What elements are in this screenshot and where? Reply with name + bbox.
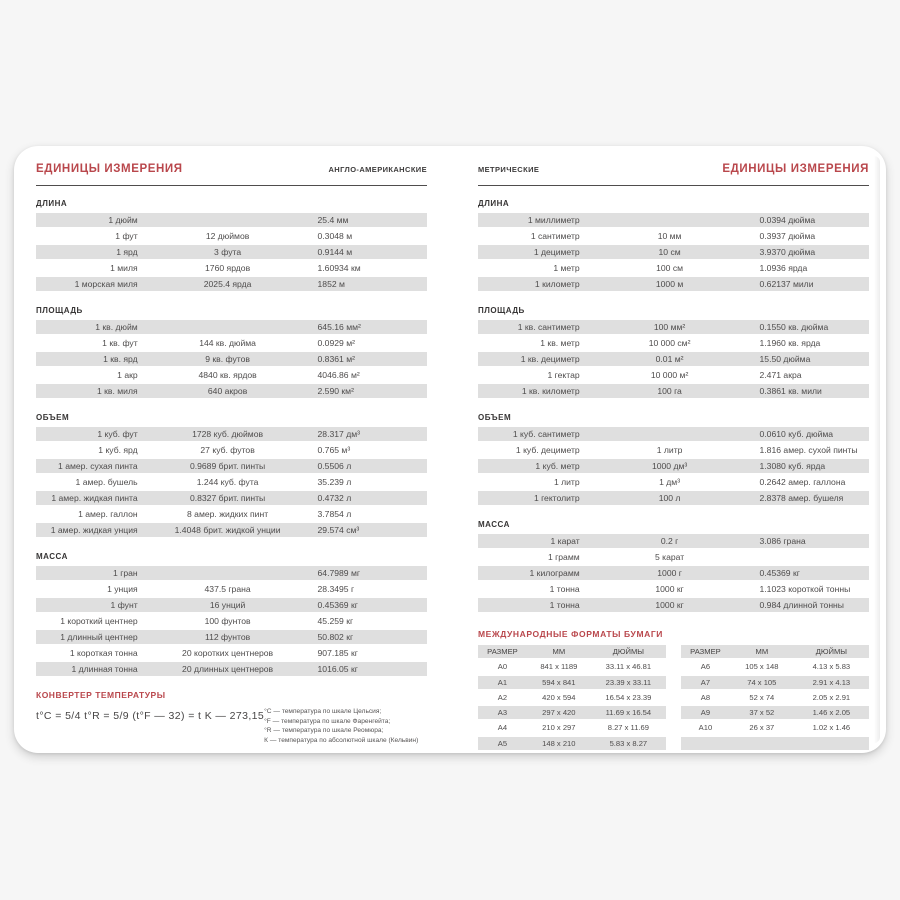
cell-size: A2	[497, 692, 508, 702]
row-equivalent: 20 длинных центнеров	[182, 664, 274, 674]
row-equivalent: 0.8327 брит. пинты	[189, 493, 266, 503]
row-equivalent: 10 см	[658, 247, 681, 257]
row-unit: 1 фунт	[110, 600, 138, 610]
row-equivalent: 1000 кг	[655, 600, 684, 610]
conversion-table	[36, 320, 427, 400]
table-row	[36, 582, 427, 596]
table-row	[478, 384, 869, 398]
row-value: 35.239 л	[317, 477, 352, 487]
row-unit: 1 ярд	[116, 247, 138, 257]
row-value: 0.0929 м²	[317, 338, 355, 348]
table-row	[36, 320, 427, 334]
cell-size: A6	[700, 662, 711, 672]
paper-table-row	[478, 721, 666, 734]
paper-table-row	[478, 737, 666, 750]
row-unit: 1 километр	[534, 279, 580, 289]
row-equivalent: 2025.4 ярда	[203, 279, 252, 289]
row-value: 1.1960 кв. ярда	[759, 338, 821, 348]
temperature-note: К — температура по абсолютной шкале (Кельвин)	[264, 736, 419, 744]
row-equivalent: 1 дм³	[659, 477, 681, 487]
corner-label: МЕТРИЧЕСКИЕ	[478, 165, 540, 174]
row-equivalent: 0.9689 брит. пинты	[189, 461, 266, 471]
row-equivalent: 100 см	[656, 263, 684, 273]
paper-table-header	[681, 645, 869, 658]
row-unit: 1 амер. жидкая унция	[50, 525, 138, 535]
row-value: 0.9144 м	[317, 247, 353, 257]
row-equivalent: 100 фунтов	[204, 616, 251, 626]
row-unit: 1 дюйм	[108, 215, 138, 225]
row-value: 0.0610 куб. дюйма	[759, 429, 834, 439]
table-row	[478, 427, 869, 441]
paper-formats-tables	[478, 645, 869, 752]
row-unit: 1 унция	[107, 584, 138, 594]
table-row	[36, 475, 427, 489]
row-equivalent: 100 л	[658, 493, 681, 503]
paper-table-row	[478, 660, 666, 673]
row-value: 1852 м	[317, 279, 345, 289]
section-label: ПЛОЩАДЬ	[478, 306, 525, 315]
row-unit: 1 кв. километр	[521, 386, 580, 396]
table-row	[478, 277, 869, 291]
paper-table-row	[681, 691, 869, 704]
cell-inches: 2.05 x 2.91	[812, 692, 851, 702]
row-value: 1.3080 куб. ярда	[759, 461, 826, 471]
row-equivalent: 100 га	[657, 386, 682, 396]
table-row	[478, 213, 869, 227]
cell-inches: 23.39 x 33.11	[605, 677, 652, 687]
table-row	[36, 384, 427, 398]
page-title: ЕДИНИЦЫ ИЗМЕРЕНИЯ	[36, 163, 183, 175]
conversion-table	[478, 320, 869, 400]
row-equivalent: 437.5 грана	[204, 584, 251, 594]
paper-table-row	[478, 706, 666, 719]
cell-inches: 33.11 x 46.81	[605, 662, 652, 672]
page-title: ЕДИНИЦЫ ИЗМЕРЕНИЯ	[722, 163, 869, 175]
cell-mm: 420 x 594	[542, 692, 576, 702]
row-value: 2.590 км²	[317, 386, 354, 396]
row-value: 1.0936 ярда	[759, 263, 808, 273]
row-unit: 1 амер. жидкая пинта	[51, 493, 138, 503]
temperature-converter	[36, 690, 427, 745]
table-row	[36, 630, 427, 644]
row-unit: 1 куб. фут	[97, 429, 138, 439]
paper-table-row	[681, 721, 869, 734]
row-equivalent: 1.4048 брит. жидкой унции	[174, 525, 281, 535]
row-equivalent: 8 амер. жидких пинт	[187, 509, 269, 519]
temperature-note: °F — температура по шкале Фаренгейта;	[264, 717, 391, 725]
table-row	[478, 352, 869, 366]
cell-inches: 1.02 x 1.46	[812, 723, 851, 733]
table-row	[478, 443, 869, 457]
temperature-converter-label: КОНВЕРТЕР ТЕМПЕРАТУРЫ	[36, 690, 166, 700]
table-row	[36, 352, 427, 366]
row-unit: 1 кв. метр	[540, 338, 580, 348]
row-equivalent: 112 фунтов	[204, 632, 251, 642]
section-label: ДЛИНА	[36, 199, 68, 208]
row-equivalent: 1728 куб. дюймов	[192, 429, 264, 439]
row-equivalent: 10 000 см²	[648, 338, 691, 348]
cell-mm: 52 x 74	[749, 692, 775, 702]
cell-size: A3	[497, 708, 508, 718]
cell-size: A10	[698, 723, 713, 733]
table-row	[478, 336, 869, 350]
header-inches: ДЮЙМЫ	[612, 647, 645, 656]
table-row	[36, 213, 427, 227]
table-row	[478, 459, 869, 473]
row-value: 50.802 кг	[317, 632, 354, 642]
table-row	[478, 245, 869, 259]
paper-table-row	[681, 660, 869, 673]
section-label: ОБЪЕМ	[478, 413, 512, 422]
row-unit: 1 длинная тонна	[71, 664, 138, 674]
row-value: 2.8378 амер. бушеля	[759, 493, 844, 503]
temperature-notes	[264, 707, 427, 745]
cell-inches: 11.69 x 16.54	[605, 708, 652, 718]
row-equivalent: 1000 м	[655, 279, 684, 289]
row-equivalent: 0.01 м²	[655, 354, 684, 364]
paper-table-header	[478, 645, 666, 658]
header-mm: ММ	[755, 647, 769, 656]
row-unit: 1 куб. ярд	[98, 445, 138, 455]
row-equivalent: 1000 кг	[655, 584, 684, 594]
cell-mm: 26 x 37	[749, 723, 775, 733]
cell-mm: 210 x 297	[542, 723, 576, 733]
cell-size: A8	[700, 692, 711, 702]
cell-mm: 297 x 420	[542, 708, 576, 718]
left-page-header	[36, 155, 427, 186]
row-value: 645.16 мм²	[317, 322, 361, 332]
paper-formats-label: МЕЖДУНАРОДНЫЕ ФОРМАТЫ БУМАГИ	[478, 629, 663, 639]
row-equivalent: 1.244 куб. фута	[196, 477, 259, 487]
row-unit: 1 литр	[553, 477, 580, 487]
cell-size: A9	[700, 708, 711, 718]
row-unit: 1 длинный центнер	[60, 632, 138, 642]
table-row	[36, 507, 427, 521]
diary-spread	[14, 146, 886, 753]
row-value: 3.9370 дюйма	[759, 247, 816, 257]
row-value: 0.4732 л	[317, 493, 352, 503]
conversion-table	[36, 213, 427, 293]
corner-label: АНГЛО-АМЕРИКАНСКИЕ	[328, 165, 427, 174]
row-value: 0.0394 дюйма	[759, 215, 816, 225]
row-value: 25.4 мм	[317, 215, 349, 225]
table-row	[478, 598, 869, 612]
row-equivalent: 640 акров	[207, 386, 248, 396]
table-row	[36, 614, 427, 628]
row-value: 3.086 грана	[759, 536, 806, 546]
left-page	[36, 155, 427, 753]
row-unit: 1 кв. сантиметр	[517, 322, 580, 332]
row-unit: 1 гран	[113, 568, 138, 578]
row-value: 0.1550 кв. дюйма	[759, 322, 829, 332]
row-value: 0.62137 мили	[759, 279, 814, 289]
cell-mm: 74 x 105	[747, 677, 777, 687]
table-row	[36, 566, 427, 580]
table-row	[36, 245, 427, 259]
row-unit: 1 дециметр	[533, 247, 580, 257]
row-value: 1016.05 кг	[317, 664, 358, 674]
row-unit: 1 кв. дюйм	[95, 322, 138, 332]
cell-size: A0	[497, 662, 508, 672]
row-unit: 1 амер. галлон	[78, 509, 138, 519]
row-value: 0.8361 м²	[317, 354, 355, 364]
row-unit: 1 гектар	[547, 370, 580, 380]
row-value: 0.984 длинной тонны	[759, 600, 844, 610]
cell-mm: 148 x 210	[542, 738, 576, 748]
cell-size: A5	[497, 738, 508, 748]
row-unit: 1 кв. ярд	[103, 354, 138, 364]
row-unit: 1 куб. сантиметр	[512, 429, 580, 439]
row-value: 29.574 см³	[317, 525, 360, 535]
row-value: 64.7989 мг	[317, 568, 361, 578]
row-unit: 1 карат	[550, 536, 580, 546]
section-label: ПЛОЩАДЬ	[36, 306, 83, 315]
row-equivalent: 100 мм²	[653, 322, 686, 332]
cell-inches: 1.46 x 2.05	[812, 708, 851, 718]
row-value: 1.1023 короткой тонны	[759, 584, 851, 594]
header-size: РАЗМЕР	[690, 647, 721, 656]
table-row	[478, 320, 869, 334]
paper-format-table	[681, 645, 869, 752]
row-equivalent: 144 кв. дюйма	[199, 338, 256, 348]
row-equivalent: 9 кв. футов	[205, 354, 250, 364]
row-unit: 1 тонна	[549, 600, 580, 610]
header-mm: ММ	[552, 647, 566, 656]
table-row	[36, 368, 427, 382]
row-unit: 1 куб. метр	[535, 461, 580, 471]
row-equivalent: 3 фута	[214, 247, 242, 257]
table-row	[478, 491, 869, 505]
row-equivalent: 27 куб. футов	[200, 445, 255, 455]
paper-table-row	[478, 676, 666, 689]
table-row	[36, 459, 427, 473]
table-row	[36, 229, 427, 243]
cell-inches: 8.27 x 11.69	[607, 723, 649, 733]
row-value: 28.3495 г	[317, 584, 355, 594]
row-unit: 1 гектолитр	[533, 493, 580, 503]
cell-inches: 2.91 x 4.13	[812, 677, 851, 687]
row-value: 907.185 кг	[317, 648, 358, 658]
table-row	[478, 229, 869, 243]
right-page-header	[478, 155, 869, 186]
row-equivalent: 10 мм	[657, 231, 682, 241]
section-label: ДЛИНА	[478, 199, 510, 208]
row-equivalent: 1000 дм³	[651, 461, 688, 471]
conversion-table	[36, 566, 427, 678]
row-unit: 1 кв. миля	[97, 386, 138, 396]
section-label: МАССА	[478, 520, 510, 529]
cell-size: A7	[700, 677, 711, 687]
cell-mm: 841 x 1189	[540, 662, 578, 672]
conversion-table	[478, 534, 869, 614]
row-value: 0.3937 дюйма	[759, 231, 816, 241]
row-unit: 1 короткий центнер	[60, 616, 138, 626]
table-row	[478, 550, 869, 564]
paper-table-row	[681, 676, 869, 689]
row-equivalent: 0.2 г	[660, 536, 679, 546]
paper-table-row	[681, 737, 869, 750]
row-equivalent: 12 дюймов	[205, 231, 250, 241]
row-equivalent: 20 коротких центнеров	[182, 648, 274, 658]
row-value: 2.471 акра	[759, 370, 802, 380]
paper-table-row	[478, 691, 666, 704]
row-value: 4046.86 м²	[317, 370, 360, 380]
cell-inches: 5.83 x 8.27	[609, 738, 648, 748]
row-equivalent: 5 карат	[654, 552, 685, 562]
row-equivalent: 4840 кв. ярдов	[198, 370, 257, 380]
row-value: 0.3861 кв. мили	[759, 386, 822, 396]
row-value: 0.3048 м	[317, 231, 353, 241]
row-value: 45.259 кг	[317, 616, 354, 626]
cell-mm: 105 x 148	[745, 662, 779, 672]
conversion-table	[478, 213, 869, 293]
row-unit: 1 куб. дециметр	[515, 445, 580, 455]
table-row	[36, 427, 427, 441]
table-row	[36, 491, 427, 505]
row-unit: 1 кв. фут	[102, 338, 138, 348]
row-unit: 1 короткая тонна	[69, 648, 138, 658]
table-row	[478, 534, 869, 548]
right-page	[478, 155, 869, 753]
section-label: ОБЪЕМ	[36, 413, 70, 422]
row-value: 3.7854 л	[317, 509, 352, 519]
row-equivalent: 10 000 м²	[650, 370, 689, 380]
row-unit: 1 акр	[117, 370, 138, 380]
row-equivalent: 1000 г	[657, 568, 682, 578]
section-label: МАССА	[36, 552, 68, 561]
row-value: 0.2642 амер. галлона	[759, 477, 846, 487]
table-row	[36, 443, 427, 457]
row-unit: 1 амер. бушель	[75, 477, 138, 487]
header-inches: ДЮЙМЫ	[815, 647, 848, 656]
paper-table-row	[681, 706, 869, 719]
table-row	[478, 582, 869, 596]
cell-mm: 594 x 841	[542, 677, 576, 687]
row-unit: 1 килограмм	[529, 568, 580, 578]
conversion-table	[478, 427, 869, 507]
cell-inches: 4.13 x 5.83	[812, 662, 851, 672]
table-row	[36, 336, 427, 350]
row-unit: 1 кв. дециметр	[520, 354, 580, 364]
row-value: 15.50 дюйма	[759, 354, 811, 364]
row-value: 0.45369 кг	[759, 568, 800, 578]
paper-format-table	[478, 645, 666, 752]
row-value: 1.60934 км	[317, 263, 361, 273]
header-size: РАЗМЕР	[487, 647, 518, 656]
row-value: 0.45369 кг	[317, 600, 358, 610]
row-value: 28.317 дм³	[317, 429, 360, 439]
table-row	[36, 261, 427, 275]
row-unit: 1 миллиметр	[527, 215, 580, 225]
cell-inches: 16.54 x 23.39	[605, 692, 652, 702]
table-row	[36, 662, 427, 676]
row-unit: 1 фут	[115, 231, 138, 241]
row-equivalent: 1 литр	[656, 445, 683, 455]
row-equivalent: 1760 ярдов	[205, 263, 251, 273]
temperature-formula: t°C = 5/4 t°R = 5/9 (t°F — 32) = t K — 273,15	[36, 710, 265, 722]
row-value: 1.816 амер. сухой пинты	[759, 445, 858, 455]
row-unit: 1 миля	[110, 263, 138, 273]
table-row	[36, 646, 427, 660]
cell-size: A1	[497, 677, 508, 687]
row-unit: 1 грамм	[547, 552, 580, 562]
row-unit: 1 метр	[553, 263, 580, 273]
row-unit: 1 тонна	[549, 584, 580, 594]
row-unit: 1 морская миля	[74, 279, 138, 289]
cell-mm: 37 x 52	[749, 708, 775, 718]
row-unit: 1 амер. сухая пинта	[58, 461, 138, 471]
row-value: 0.765 м³	[317, 445, 351, 455]
paper-formats	[478, 629, 869, 752]
cell-size: A4	[497, 723, 508, 733]
table-row	[36, 277, 427, 291]
temperature-note: °R — температура по шкале Реомюра;	[264, 727, 384, 735]
table-row	[478, 368, 869, 382]
row-equivalent: 16 унций	[209, 600, 246, 610]
table-row	[478, 261, 869, 275]
right-page-sections	[478, 199, 869, 614]
table-row	[36, 523, 427, 537]
left-page-sections	[36, 199, 427, 678]
table-row	[478, 475, 869, 489]
conversion-table	[36, 427, 427, 539]
table-row	[36, 598, 427, 612]
row-value: 0.5506 л	[317, 461, 352, 471]
table-row	[478, 566, 869, 580]
temperature-note: °C — температура по шкале Цельсия;	[264, 708, 382, 715]
row-unit: 1 сантиметр	[530, 231, 580, 241]
